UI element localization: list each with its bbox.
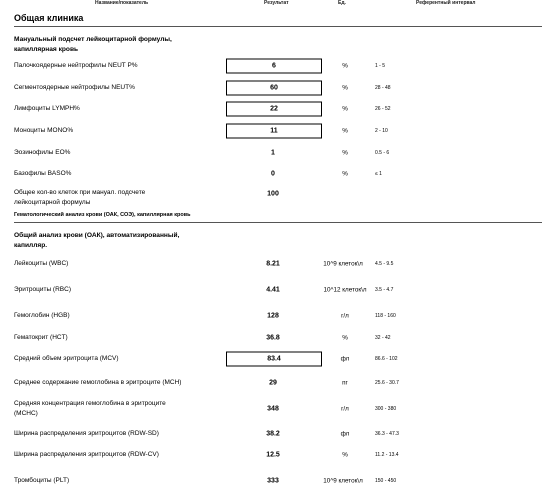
row-value: 348 bbox=[267, 405, 279, 413]
row-ref: 86.6 - 102 bbox=[375, 356, 398, 362]
table-row bbox=[0, 370, 550, 396]
row-name: Лейкоциты (WBC) bbox=[14, 260, 69, 267]
row-value: 11 bbox=[226, 124, 322, 139]
table-row bbox=[0, 142, 550, 164]
row-unit: % bbox=[342, 84, 348, 92]
table-row bbox=[0, 55, 550, 77]
table-row bbox=[0, 327, 550, 349]
row-value: 22 bbox=[226, 102, 322, 117]
row-ref: 0.5 - 6 bbox=[375, 150, 390, 156]
table-row bbox=[0, 120, 550, 142]
row-unit: % bbox=[342, 62, 348, 70]
row-name: Тромбоциты (PLT) bbox=[14, 477, 70, 484]
table-row bbox=[0, 305, 550, 327]
row-unit: 10^9 клеток\л bbox=[323, 260, 363, 268]
lab-note: Гематологический анализ крови (ОАК, СОЭ), капиллярная кровь bbox=[14, 212, 191, 218]
table-row bbox=[0, 396, 550, 422]
row-value: 100 bbox=[267, 190, 279, 198]
row-ref: 2 - 10 bbox=[375, 128, 388, 134]
row-name: Моноциты MONO% bbox=[14, 127, 74, 134]
row-value: 12.5 bbox=[266, 451, 280, 459]
row-name: Эритроциты (RBC) bbox=[14, 286, 71, 293]
divider bbox=[14, 26, 542, 27]
row-unit: % bbox=[342, 149, 348, 157]
row-value: 4.41 bbox=[266, 286, 280, 294]
header-name: Название/показатель bbox=[95, 0, 149, 6]
table-row bbox=[0, 77, 550, 99]
table-row bbox=[0, 98, 550, 120]
row-unit: фл bbox=[340, 355, 350, 363]
row-ref: 28 - 48 bbox=[375, 85, 391, 91]
header-ref: Референтный интервал bbox=[416, 0, 476, 6]
row-ref: 150 - 450 bbox=[375, 478, 397, 484]
row-name: Эозинофилы EO% bbox=[14, 149, 71, 156]
row-ref: 36.3 - 47.3 bbox=[375, 431, 399, 437]
row-value: 36.8 bbox=[266, 334, 280, 342]
row-value: 0 bbox=[271, 170, 275, 178]
row-name: Ширина распределения эритроцитов (RDW-CV) bbox=[14, 451, 159, 458]
row-value: 38.2 bbox=[266, 430, 280, 438]
row-name: Гемоглобин (HGB) bbox=[14, 312, 70, 319]
row-ref: 1 - 5 bbox=[375, 63, 386, 69]
row-name: Лимфоциты LYMPH% bbox=[14, 105, 80, 112]
row-unit: % bbox=[342, 170, 348, 178]
row-ref: 26 - 52 bbox=[375, 106, 391, 112]
row-name: Палочкоядерные нейтрофилы NEUT P% bbox=[14, 62, 138, 69]
row-unit: % bbox=[342, 334, 348, 342]
header-unit: Ед. bbox=[338, 0, 346, 6]
table-row bbox=[0, 423, 550, 445]
row-name: Сегментоядерные нейтрофилы NEUT% bbox=[14, 84, 135, 91]
row-ref: 32 - 42 bbox=[375, 335, 391, 341]
row-unit: пг bbox=[342, 379, 348, 387]
row-unit: фл bbox=[340, 430, 350, 438]
table-row bbox=[0, 444, 550, 466]
row-name: Базофилы BASO% bbox=[14, 170, 72, 177]
row-ref: 300 - 380 bbox=[375, 406, 397, 412]
block1-title: Мануальный подсчет лейкоцитарной формулы, капиллярная кровь bbox=[14, 36, 172, 53]
row-ref: 11.2 - 13.4 bbox=[375, 452, 399, 458]
row-value: 8.21 bbox=[266, 260, 280, 268]
row-unit: г/л bbox=[341, 405, 349, 413]
table-row bbox=[0, 468, 550, 494]
row-name: Средняя концентрация гемоглобина в эритроците (MCHC) bbox=[14, 400, 166, 417]
row-value: 128 bbox=[267, 312, 279, 320]
row-value: 333 bbox=[267, 477, 279, 485]
divider bbox=[14, 222, 542, 223]
row-unit: 10^9 клеток\л bbox=[323, 477, 363, 485]
table-row bbox=[0, 185, 550, 211]
row-ref: 4.5 - 9.5 bbox=[375, 261, 394, 267]
table-row bbox=[0, 253, 550, 275]
row-value: 6 bbox=[226, 59, 322, 74]
row-name: Ширина распределения эритроцитов (RDW-SD) bbox=[14, 430, 159, 437]
section-title: Общая клиника bbox=[14, 13, 84, 23]
row-ref: 118 - 160 bbox=[375, 313, 396, 319]
row-name: Средний объем эритроцита (MCV) bbox=[14, 355, 119, 362]
row-ref: 3.5 - 4.7 bbox=[375, 287, 394, 293]
row-name: Среднее содержание гемоглобина в эритроците (MCH) bbox=[14, 379, 182, 386]
row-name: Гематокрит (HCT) bbox=[14, 334, 68, 341]
row-ref: ≤ 1 bbox=[375, 171, 382, 177]
row-ref: 25.6 - 30.7 bbox=[375, 380, 399, 386]
row-name: Общее кол-во клеток при мануал. подсчете лейкоцитарной формулы bbox=[14, 189, 146, 206]
row-unit: % bbox=[342, 451, 348, 459]
row-unit: 10^12 клеток\л bbox=[323, 286, 367, 294]
row-value: 83.4 bbox=[226, 352, 322, 367]
table-row bbox=[0, 163, 550, 185]
block2-title: Общий анализ крови (ОАК), автоматизированный, капилляр. bbox=[14, 232, 180, 249]
row-value: 1 bbox=[271, 149, 275, 157]
row-value: 29 bbox=[269, 379, 277, 387]
table-row bbox=[0, 348, 550, 370]
row-unit: г/л bbox=[341, 312, 349, 320]
table-row bbox=[0, 279, 550, 301]
row-unit: % bbox=[342, 127, 348, 135]
header-result: Результат bbox=[264, 0, 289, 6]
row-unit: % bbox=[342, 105, 348, 113]
row-value: 60 bbox=[226, 81, 322, 96]
